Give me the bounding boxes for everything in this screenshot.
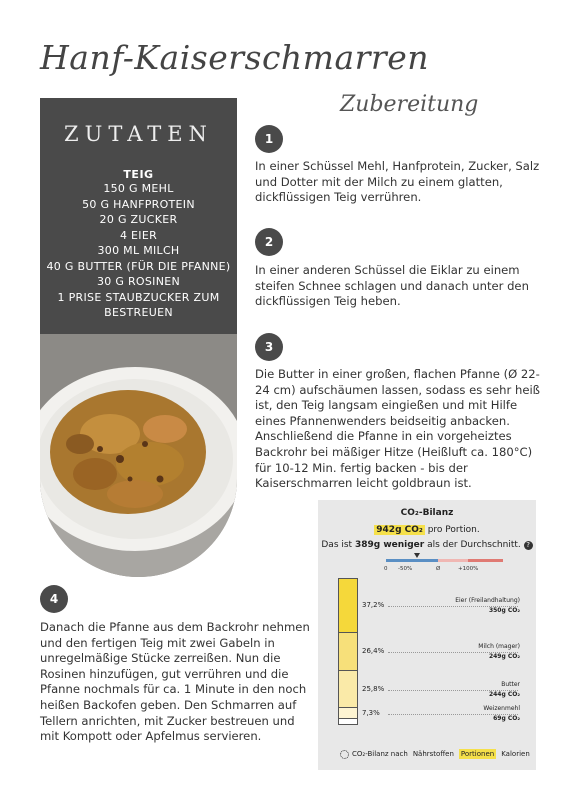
co2-row-value: 244g CO₂ bbox=[488, 690, 520, 698]
co2-compare-prefix: Das ist bbox=[321, 540, 353, 550]
ingredient-item: 50 G HANFPROTEIN bbox=[82, 197, 195, 211]
ingredients-heading: ZUTATEN bbox=[64, 122, 213, 146]
co2-row-percent: 26,4% bbox=[362, 647, 385, 655]
scale-label: +100% bbox=[458, 566, 479, 572]
step-3-badge: 3 bbox=[255, 333, 283, 361]
tab-calories[interactable]: Kalorien bbox=[501, 750, 530, 758]
co2-row-name: Eier (Freilandhaltung) bbox=[455, 597, 520, 604]
ingredient-item: 30 G ROSINEN bbox=[96, 275, 181, 288]
ingredient-item: 1 PRISE STAUBZUCKER ZUM bbox=[57, 290, 220, 304]
step-2-text: In einer anderen Schüssel die Eiklar zu einem steifen Schnee schlagen und danach unter den dickflüssigen Teig heben. bbox=[255, 263, 529, 309]
help-icon[interactable]: ? bbox=[524, 541, 533, 550]
gear-icon[interactable] bbox=[340, 750, 349, 759]
co2-scale-mid bbox=[438, 559, 468, 562]
co2-compare-suffix: als der Durchschnitt. bbox=[427, 540, 521, 550]
ingredient-list bbox=[40, 181, 237, 321]
co2-total-value: 942g CO₂ bbox=[376, 525, 423, 535]
tab-nutrients[interactable]: Nährstoffen bbox=[412, 750, 454, 758]
co2-row-name: Butter bbox=[501, 680, 520, 688]
co2-bar-segment bbox=[339, 671, 357, 708]
co2-total bbox=[318, 525, 536, 535]
ingredient-item: 300 ML MILCH bbox=[97, 244, 180, 257]
co2-row-percent: 25,8% bbox=[362, 684, 385, 693]
co2-scale-low bbox=[386, 559, 438, 562]
co2-scale-marker bbox=[414, 553, 420, 558]
co2-row-name: Weizenmehl bbox=[483, 704, 520, 712]
co2-title: CO₂-Bilanz bbox=[400, 508, 454, 518]
co2-balance-widget bbox=[318, 500, 536, 770]
co2-compare-value: 389g weniger bbox=[354, 540, 425, 550]
dish-photo bbox=[40, 334, 237, 577]
co2-footer bbox=[340, 749, 532, 759]
ingredient-item: 40 G BUTTER (FÜR DIE PFANNE) bbox=[46, 259, 231, 273]
ingredient-item: 150 G MEHL bbox=[103, 182, 174, 195]
co2-row-percent: 37,2% bbox=[362, 601, 385, 609]
tab-portions[interactable]: Portionen bbox=[460, 750, 495, 758]
step-3-text: Die Butter in einer großen, flachen Pfanne (Ø 22-24 cm) aufschäumen lassen, sodass es sehr heiß ist, den Teig langsam eingießen und mit Hilfe eines Pfannenwenders beidseitig anbacken. Anschließend die Pfanne in ein vorgeheiztes Backrohr bei mäßiger Hitze (Heißluft ca. 180°C) für 10-12 Min. fertig backen - bis der Kaiserschmarren leicht goldbraun ist. bbox=[255, 367, 540, 491]
ingredient-group-label: TEIG bbox=[123, 168, 154, 181]
step-4-badge: 4 bbox=[40, 585, 68, 613]
co2-footer-label: CO₂-Bilanz nach bbox=[352, 750, 408, 758]
co2-scale-high bbox=[468, 559, 503, 562]
co2-row-name: Milch (mager) bbox=[478, 643, 520, 650]
co2-bar-segment bbox=[339, 579, 357, 633]
co2-bar-segment bbox=[339, 633, 357, 671]
co2-total-suffix: pro Portion. bbox=[427, 525, 480, 535]
co2-bar-segment bbox=[339, 708, 357, 719]
scale-label: -50% bbox=[398, 566, 413, 572]
recipe-title: Hanf-Kaiserschmarren bbox=[40, 38, 429, 77]
preparation-heading: Zubereitung bbox=[340, 92, 479, 117]
ingredient-item: 20 G ZUCKER bbox=[99, 213, 178, 226]
ingredients-panel bbox=[40, 98, 237, 334]
step-1-text: In einer Schüssel Mehl, Hanfprotein, Zucker, Salz und Dotter mit der Milch zu einem glatten, dickflüssigen Teig verrühren. bbox=[255, 159, 540, 205]
co2-row-value: 69g CO₂ bbox=[493, 714, 520, 722]
co2-row-value: 249g CO₂ bbox=[488, 653, 520, 660]
co2-stacked-bar bbox=[338, 578, 358, 725]
co2-comparison bbox=[318, 540, 536, 550]
step-4-text: Danach die Pfanne aus dem Backrohr nehmen und den fertigen Teig mit zwei Gabeln in unregelmäßige Stücke zerreißen. Nun die Rosinen hinzufügen, gut verrühren und die Pfanne nochmals für ca. 1 Minute in den noch heißen Backofen geben. Den Schmarren auf Tellern anrichten, mit Zucker bestreuen und mit Kompott oder Apfelmus servieren. bbox=[40, 620, 310, 744]
step-2-badge: 2 bbox=[255, 228, 283, 256]
ingredient-item: BESTREUEN bbox=[104, 306, 173, 319]
co2-row-value: 350g CO₂ bbox=[488, 607, 520, 614]
scale-label: Ø bbox=[436, 566, 441, 572]
ingredient-item: 4 EIER bbox=[119, 228, 158, 242]
co2-row-percent: 7,3% bbox=[362, 708, 380, 717]
step-1-badge: 1 bbox=[255, 125, 283, 153]
scale-label: 0 bbox=[384, 566, 388, 572]
